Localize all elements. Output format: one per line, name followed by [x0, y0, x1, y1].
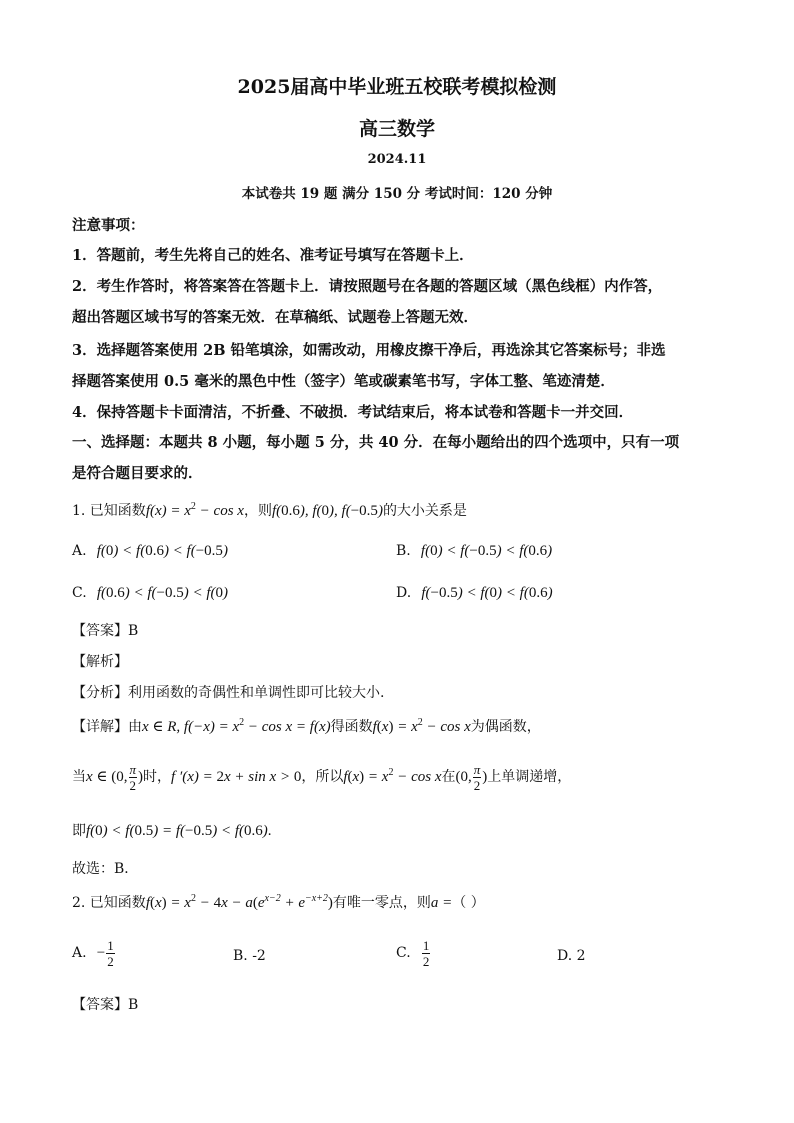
detail-math-7: f(0) < f(0.5) = f(−0.5) < f(0.6).: [86, 823, 272, 839]
q2-option-c[interactable]: [396, 938, 431, 969]
option-math: $\frac{1}{2}$: [422, 938, 430, 969]
detail-math-1: x ∈ R, $f(-x) = x^2 - \cos x = f(x)$: [142, 717, 331, 735]
q1-values: f(0.6), f(0), f(−0.5): [271, 503, 383, 519]
notice-item-2: 2．考生作答时，将答案答在答题卡上．请按照题号在各题的答题区域（黑色线框）内作答，: [72, 278, 663, 295]
detail-tag: 【详解】: [72, 719, 128, 735]
detail-math-2: $f(x) = x^2 - \cos x$: [372, 717, 471, 735]
option-label: A.: [72, 543, 87, 559]
option-label: C.: [396, 944, 411, 961]
exam-subject: 高三数学: [358, 118, 435, 140]
answer-value: B: [128, 997, 139, 1013]
q1-option-d[interactable]: [396, 582, 553, 602]
detail-text: 即: [72, 823, 86, 839]
section-heading-cont: 是符合题目要求的．: [72, 465, 203, 482]
option-label: A.: [72, 944, 87, 961]
q2-function: $f(x) = x^2 - 4x - a(e^{x-2} + e^{-x+2})$: [145, 893, 333, 911]
q1-function: $f(x) = x^2 - \cos x$: [145, 501, 244, 519]
answer-value: B: [128, 623, 139, 639]
detail-text: 在: [441, 768, 456, 785]
notice-item-1: 1．答题前，考生先将自己的姓名、准考证号填写在答题卡上．: [72, 247, 474, 264]
option-label: D.: [396, 585, 412, 601]
q1-fenxi: [72, 682, 384, 702]
detail-text: 得函数: [330, 719, 373, 735]
section-heading: 一、选择题：本题共 8 小题，每小题 5 分，共 40 分．在每小题给出的四个选项中，只有一项: [72, 434, 680, 451]
detail-text: ，所以: [301, 768, 344, 785]
q2-answer: [72, 994, 138, 1014]
option-math: f(0.6) < f(−0.5) < f(0): [96, 585, 229, 601]
q1-detail-line-1: [72, 716, 541, 736]
q1-middle: ，则: [243, 503, 272, 519]
option-math: f(0) < f(−0.5) < f(0.6): [420, 543, 553, 559]
notice-item-3: 3．选择题答案使用 2B 铅笔填涂，如需改动，用橡皮擦干净后，再选涂其它答案标号；非选: [72, 342, 666, 359]
detail-text: 时，: [143, 768, 172, 785]
q2-paren: （ ）: [452, 895, 485, 911]
option-label: B.: [396, 543, 411, 559]
option-math: f(−0.5) < f(0) < f(0.6): [421, 585, 553, 601]
q1-option-c[interactable]: [72, 582, 228, 602]
q2-option-b[interactable]: B. -2: [233, 948, 266, 964]
q1-choose: 故选：B．: [72, 861, 139, 877]
question-2-stem: [72, 892, 485, 912]
exam-info: 本试卷共 19 题 满分 150 分 考试时间：120 分钟: [241, 186, 553, 202]
q1-detail-line-2: [72, 762, 571, 793]
exam-title: 2025届高中毕业班五校联考模拟检测: [237, 76, 557, 98]
q2-prefix: 2. 已知函数: [72, 895, 146, 911]
q2-suffix: 有唯一零点，则: [332, 895, 431, 911]
notice-heading: 注意事项：: [72, 217, 145, 234]
option-math: f(0) < f(0.6) < f(−0.5): [96, 543, 228, 559]
notice-item-4: 4．保持答题卡卡面清洁，不折叠、不破损．考试结束后，将本试卷和答题卡一并交回．: [72, 404, 634, 421]
detail-text: 上单调递增，: [487, 768, 572, 785]
detail-text: 由: [128, 719, 142, 735]
notice-item-2-cont: 超出答题区域书写的答案无效．在草稿纸、试题卷上答题无效．: [72, 309, 478, 326]
q2-variable: a =: [430, 895, 453, 911]
detail-math-3: x ∈ (0, $\frac{\pi}{2}$ ): [86, 762, 144, 793]
q2-option-d[interactable]: D. 2: [557, 948, 586, 964]
question-1-stem: [72, 500, 467, 520]
detail-math-5: $f(x) = x^2 - \cos x$: [343, 766, 442, 785]
q1-analysis-tag: 【解析】: [72, 654, 128, 670]
answer-tag: 【答案】: [72, 997, 128, 1013]
q1-prefix: 1. 已知函数: [72, 503, 146, 519]
q1-detail-line-3: [72, 820, 271, 840]
option-math: − $\frac{1}{2}$: [96, 938, 114, 969]
detail-math-6: (0, $\frac{\pi}{2}$ ): [455, 762, 488, 793]
fenxi-text: 利用函数的奇偶性和单调性即可比较大小.: [128, 685, 385, 701]
detail-text: 当: [72, 768, 86, 785]
detail-math-4: f ′(x) = 2x + sin x > 0: [171, 768, 302, 785]
notice-item-3-cont: 择题答案使用 0.5 毫米的黑色中性（签字）笔或碳素笔书写，字体工整、笔迹清楚．: [72, 373, 615, 390]
answer-tag: 【答案】: [72, 623, 128, 639]
q1-suffix: 的大小关系是: [382, 503, 467, 519]
q1-option-b[interactable]: [396, 540, 552, 560]
q2-option-a[interactable]: [72, 938, 116, 969]
option-label: C.: [72, 585, 87, 601]
q1-answer: [72, 620, 138, 640]
exam-date: 2024.11: [367, 152, 427, 167]
fenxi-tag: 【分析】: [72, 685, 128, 701]
detail-text: 为偶函数，: [470, 719, 541, 735]
q1-option-a[interactable]: [72, 540, 228, 560]
